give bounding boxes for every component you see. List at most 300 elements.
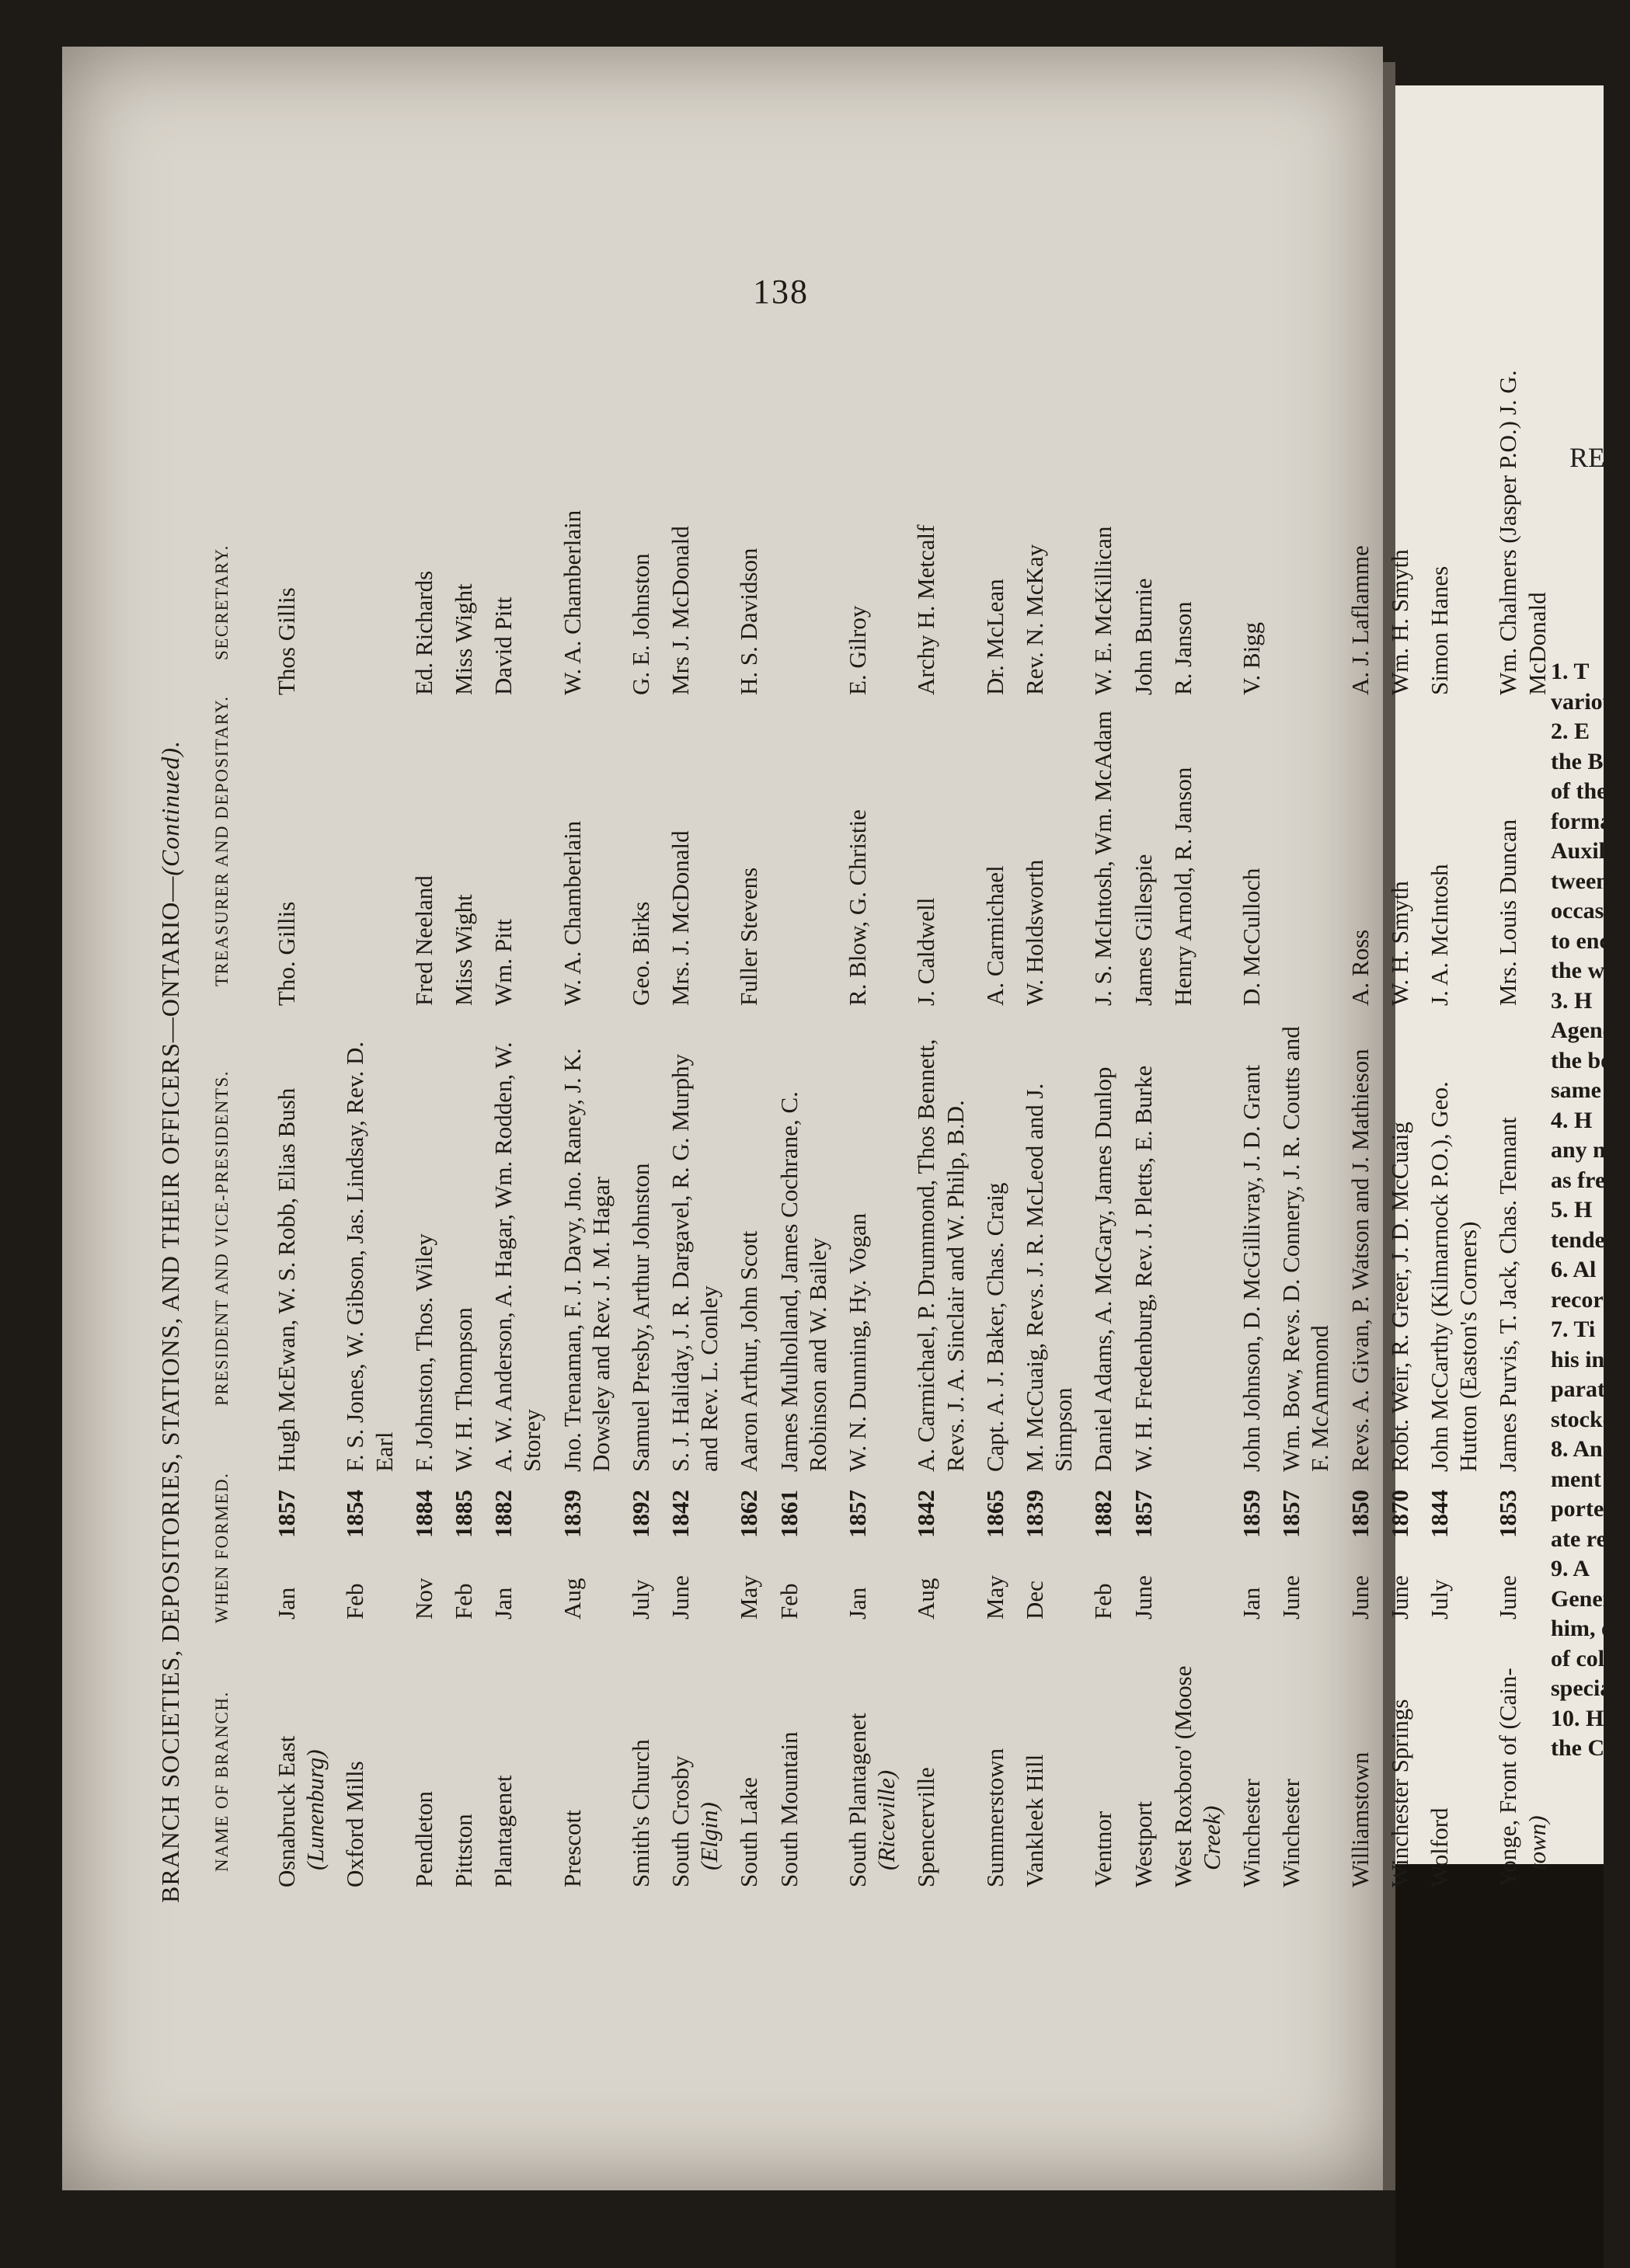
president-cell bbox=[449, 1006, 478, 1472]
treasurer-cell-text: D. McCulloch bbox=[1238, 868, 1266, 1006]
branch-name bbox=[1385, 1619, 1414, 1903]
formed-month-text: June bbox=[1129, 1575, 1157, 1619]
secretary-cell bbox=[409, 350, 438, 695]
branch-name bbox=[1346, 1619, 1374, 1903]
formed-month-text: June bbox=[667, 1575, 695, 1619]
treasurer-cell bbox=[409, 695, 438, 1006]
branch-name-text: Smith's Church bbox=[626, 1739, 654, 1887]
formed-month-text: Jan bbox=[489, 1587, 517, 1619]
formed-month bbox=[489, 1538, 517, 1619]
formed-month bbox=[911, 1538, 940, 1619]
treasurer-cell-text: Wm. Pitt bbox=[489, 919, 517, 1006]
formed-month-text: Feb bbox=[449, 1583, 477, 1619]
president-cell bbox=[734, 1006, 763, 1472]
right-page-line: the Con bbox=[1551, 1735, 1629, 1761]
formed-month-text: May bbox=[980, 1575, 1008, 1619]
treasurer-cell-text: Miss Wight bbox=[449, 894, 477, 1006]
table-row bbox=[340, 350, 398, 1903]
branch-name-text: Spencerville bbox=[912, 1767, 940, 1887]
table-row bbox=[626, 350, 655, 1903]
branch-name-sub: (Riceville) bbox=[872, 1769, 900, 1870]
branch-name bbox=[409, 1619, 438, 1903]
formed-year-text: 1882 bbox=[1089, 1490, 1117, 1538]
formed-year-text: 1861 bbox=[775, 1490, 803, 1538]
formed-year-text: 1842 bbox=[667, 1490, 695, 1538]
formed-month bbox=[340, 1538, 369, 1619]
table-row bbox=[1129, 350, 1158, 1903]
secretary-cell bbox=[272, 350, 301, 695]
treasurer-cell-text: Fred Neeland bbox=[409, 875, 437, 1006]
treasurer-cell-text: Henry Arnold, R. Janson bbox=[1169, 767, 1196, 1006]
secretary-cell-text: David Pitt bbox=[489, 597, 517, 695]
secretary-cell bbox=[626, 350, 655, 695]
treasurer-cell bbox=[911, 695, 940, 1006]
formed-year bbox=[489, 1472, 517, 1538]
president-cell bbox=[775, 1006, 832, 1472]
secretary-cell bbox=[734, 350, 763, 695]
president-cell-text: Aaron Arthur, John Scott bbox=[735, 1230, 763, 1472]
table-row bbox=[1169, 350, 1226, 1903]
right-page-line: the wo bbox=[1551, 958, 1617, 983]
right-page-line: Genera bbox=[1551, 1585, 1625, 1612]
formed-month bbox=[1237, 1538, 1266, 1619]
branch-name bbox=[1493, 1619, 1551, 1903]
treasurer-cell bbox=[1129, 695, 1158, 1006]
right-page-line: paratio bbox=[1551, 1376, 1624, 1402]
table-row bbox=[1020, 350, 1078, 1903]
right-page-line: 5. H bbox=[1551, 1197, 1593, 1223]
treasurer-cell-text: Tho. Gillis bbox=[273, 901, 300, 1006]
branch-name-text: Winchester bbox=[1277, 1779, 1305, 1887]
secretary-cell bbox=[980, 350, 1009, 695]
formed-year bbox=[775, 1472, 803, 1538]
right-page-line: special bbox=[1551, 1675, 1618, 1701]
right-page-line: ate rec bbox=[1551, 1525, 1618, 1552]
formed-year bbox=[980, 1472, 1009, 1538]
president-cell-text: F. S. Jones, W. Gibson, Jas. Lindsay, Rev. D. Earl bbox=[341, 1041, 398, 1472]
page-number: 138 bbox=[753, 273, 809, 311]
president-cell-text: James Mulholland, James Cochrane, C. Robinson and W. Bailey bbox=[775, 1091, 831, 1472]
formed-month-text: July bbox=[626, 1579, 654, 1619]
secretary-cell-text: Rev. N. McKay bbox=[1020, 544, 1048, 695]
branch-name-text: Vankleek Hill bbox=[1020, 1754, 1048, 1887]
right-page-line: 10. H bbox=[1551, 1705, 1604, 1731]
branch-name bbox=[775, 1619, 803, 1903]
branch-name bbox=[1276, 1619, 1305, 1903]
formed-year-text: 1870 bbox=[1385, 1490, 1413, 1538]
right-page-line: ment s bbox=[1551, 1466, 1617, 1492]
formed-year bbox=[1088, 1472, 1117, 1538]
treasurer-cell bbox=[1493, 695, 1522, 1006]
formed-year-text: 1865 bbox=[980, 1490, 1008, 1538]
formed-month bbox=[1020, 1538, 1049, 1619]
branch-name-text: Wolford bbox=[1426, 1807, 1453, 1887]
formed-month-text: Aug bbox=[912, 1578, 940, 1619]
president-cell bbox=[272, 1006, 301, 1472]
president-cell-text: S. J. Haliday, J. R. Dargavel, R. G. Murphy and Rev. L. Conley bbox=[667, 1053, 723, 1472]
secretary-cell-text: W. E. McKillican bbox=[1089, 526, 1117, 695]
formed-month bbox=[449, 1538, 478, 1619]
secretary-cell bbox=[1129, 350, 1158, 695]
formed-year bbox=[558, 1472, 587, 1538]
table-title-text: BRANCH SOCIETIES, DEPOSITORIES, STATIONS, AND THEIR OFFICERS—ONTARIO— bbox=[156, 875, 184, 1903]
treasurer-cell-text: Fuller Stevens bbox=[735, 867, 763, 1006]
secretary-cell-text: John Burnie bbox=[1129, 578, 1157, 695]
president-cell-text: John McCarthy (Kilmarnock P.O.), Geo. Hutton (Easton's Corners) bbox=[1426, 1081, 1482, 1472]
branch-name-text: South Plantagenet bbox=[844, 1713, 871, 1887]
formed-year-text: 1882 bbox=[489, 1490, 517, 1538]
secretary-cell-text: R. Janson bbox=[1169, 601, 1196, 695]
president-cell-text: M. McCuaig, Revs. J. R. McLeod and J. Simpson bbox=[1020, 1083, 1078, 1472]
table-row bbox=[1493, 350, 1551, 1903]
treasurer-cell bbox=[843, 695, 872, 1006]
table-row bbox=[843, 350, 900, 1903]
column-header-secretary: SECRETARY. bbox=[212, 544, 232, 660]
right-page-line: of the bbox=[1551, 778, 1607, 804]
branch-name-text: Plantagenet bbox=[489, 1775, 517, 1887]
branch-name-text: South Crosby bbox=[667, 1755, 695, 1887]
president-cell bbox=[843, 1006, 872, 1472]
secretary-cell bbox=[1385, 350, 1414, 695]
table-row bbox=[1425, 350, 1482, 1903]
formed-year-text: 1842 bbox=[912, 1490, 940, 1538]
treasurer-cell-text: W. Holdsworth bbox=[1020, 859, 1048, 1006]
formed-month bbox=[775, 1538, 803, 1619]
formed-month-text: Feb bbox=[341, 1583, 369, 1619]
branch-name bbox=[626, 1619, 655, 1903]
right-page-line: 6. Al bbox=[1551, 1257, 1597, 1282]
president-cell bbox=[1088, 1006, 1117, 1472]
formed-month-text: Nov bbox=[409, 1578, 437, 1619]
treasurer-cell bbox=[1346, 695, 1374, 1006]
president-cell-text: A. W. Anderson, A. Hagar, Wm. Rodden, W. Storey bbox=[489, 1042, 546, 1472]
formed-month-text: June bbox=[1494, 1575, 1522, 1619]
formed-month bbox=[1276, 1538, 1305, 1619]
formed-year-text: 1857 bbox=[1129, 1490, 1157, 1538]
branch-name-text: South Lake bbox=[735, 1776, 763, 1887]
secretary-cell bbox=[449, 350, 478, 695]
right-page-line: Auxil bbox=[1551, 838, 1606, 864]
branch-name bbox=[1088, 1619, 1117, 1903]
branch-name-text: Pendleton bbox=[409, 1791, 437, 1887]
table-row bbox=[1237, 350, 1266, 1903]
table-title bbox=[155, 350, 202, 1903]
column-header-name: NAME OF BRANCH. bbox=[212, 1691, 232, 1872]
column-header-formed: WHEN FORMED. bbox=[212, 1472, 232, 1623]
formed-month bbox=[666, 1538, 695, 1619]
formed-month-text: July bbox=[1426, 1579, 1453, 1619]
table-row bbox=[1385, 350, 1414, 1903]
secretary-cell-text: Wm. Chalmers (Jasper P.O.) J. G. McDonald bbox=[1494, 370, 1551, 695]
president-cell-text: Hugh McEwan, W. S. Robb, Elias Bush bbox=[273, 1087, 300, 1472]
treasurer-cell bbox=[1169, 695, 1197, 1006]
right-page-line: forma bbox=[1551, 808, 1612, 834]
president-cell bbox=[1493, 1006, 1522, 1472]
formed-year bbox=[340, 1472, 369, 1538]
treasurer-cell bbox=[1020, 695, 1049, 1006]
formed-year bbox=[272, 1472, 301, 1538]
formed-year-text: 1885 bbox=[449, 1490, 477, 1538]
formed-month-text: June bbox=[1385, 1575, 1413, 1619]
president-cell-text: Capt. A. J. Baker, Chas. Craig bbox=[980, 1182, 1008, 1472]
formed-year-text: 1850 bbox=[1346, 1490, 1374, 1538]
branch-name-text: Westport bbox=[1129, 1800, 1157, 1887]
formed-year-text: 1853 bbox=[1494, 1490, 1522, 1538]
formed-month bbox=[1425, 1538, 1454, 1619]
secretary-cell-text: Ed. Richards bbox=[409, 570, 437, 695]
table-row bbox=[666, 350, 723, 1903]
treasurer-cell bbox=[558, 695, 587, 1006]
treasurer-cell bbox=[449, 695, 478, 1006]
branch-name-text: West Roxboro' (Moose bbox=[1169, 1665, 1196, 1887]
formed-month-text: Jan bbox=[273, 1587, 300, 1619]
president-cell-text: W. N. Dunning, Hy. Vogan bbox=[844, 1212, 871, 1472]
right-page-line: tween bbox=[1551, 868, 1609, 894]
branch-name-text: Ventnor bbox=[1089, 1811, 1117, 1887]
formed-year-text: 1839 bbox=[1020, 1490, 1048, 1538]
right-page-line: Agenc bbox=[1551, 1017, 1613, 1043]
secretary-cell-text: W. A. Chamberlain bbox=[558, 510, 586, 695]
president-cell bbox=[489, 1006, 546, 1472]
formed-month-text: Jan bbox=[1238, 1587, 1266, 1619]
formed-year bbox=[409, 1472, 438, 1538]
right-page-line: same bbox=[1551, 1077, 1601, 1103]
formed-year bbox=[734, 1472, 763, 1538]
right-page-line: as free bbox=[1551, 1167, 1616, 1193]
right-page-line: variou bbox=[1551, 688, 1616, 715]
formed-month bbox=[843, 1538, 872, 1619]
formed-year-text: 1857 bbox=[273, 1490, 300, 1538]
president-cell bbox=[1129, 1006, 1158, 1472]
formed-year bbox=[1346, 1472, 1374, 1538]
branch-table bbox=[155, 350, 1551, 1903]
table-row bbox=[409, 350, 438, 1903]
president-cell-text: W. H. Thompson bbox=[449, 1307, 477, 1472]
formed-year bbox=[843, 1472, 872, 1538]
treasurer-cell bbox=[666, 695, 695, 1006]
formed-year bbox=[1425, 1472, 1454, 1538]
president-cell-text: Samuel Presby, Arthur Johnston bbox=[626, 1163, 654, 1472]
secretary-cell-text: Wm. H. Smyth bbox=[1385, 549, 1413, 695]
formed-month bbox=[1129, 1538, 1158, 1619]
table-row bbox=[911, 350, 969, 1903]
formed-month bbox=[734, 1538, 763, 1619]
right-page-line: occasi bbox=[1551, 898, 1611, 924]
formed-month-text: May bbox=[735, 1575, 763, 1619]
president-cell-text: James Purvis, T. Jack, Chas. Tennant bbox=[1494, 1117, 1522, 1472]
branch-name-sub: (Lunenburg) bbox=[301, 1749, 329, 1870]
table-row bbox=[1088, 350, 1117, 1903]
formed-month-text: Dec bbox=[1020, 1581, 1048, 1619]
treasurer-cell-text: W. H. Smyth bbox=[1385, 881, 1413, 1006]
formed-year bbox=[1493, 1472, 1522, 1538]
secretary-cell bbox=[1237, 350, 1266, 695]
president-cell bbox=[980, 1006, 1009, 1472]
table-row bbox=[1346, 350, 1374, 1903]
branch-name-text: Pittston bbox=[449, 1814, 477, 1887]
secretary-cell-text: H. S. Davidson bbox=[735, 548, 763, 695]
right-page-line: record bbox=[1551, 1286, 1617, 1313]
formed-year bbox=[911, 1472, 940, 1538]
right-page-line: him, of bbox=[1551, 1616, 1621, 1641]
president-cell bbox=[666, 1006, 723, 1472]
branch-name bbox=[911, 1619, 940, 1903]
treasurer-cell-text: James Gillespie bbox=[1129, 854, 1157, 1006]
right-page-line: the B bbox=[1551, 748, 1604, 774]
table-row bbox=[449, 350, 478, 1903]
president-cell-text: F. Johnston, Thos. Wiley bbox=[409, 1233, 437, 1472]
secretary-cell-text: Thos Gillis bbox=[273, 587, 300, 695]
branch-name bbox=[340, 1619, 369, 1903]
formed-month-text: Jan bbox=[844, 1587, 871, 1619]
president-cell bbox=[558, 1006, 615, 1472]
formed-year-text: 1844 bbox=[1426, 1490, 1453, 1538]
branch-name bbox=[1020, 1619, 1049, 1903]
table-rows bbox=[272, 350, 1562, 1903]
branch-name bbox=[558, 1619, 587, 1903]
right-page-line: to enc bbox=[1551, 927, 1610, 954]
formed-year bbox=[1129, 1472, 1158, 1538]
president-cell-text: Robt. Weir, R. Greer, J. D. McCuaig bbox=[1385, 1122, 1413, 1472]
formed-year bbox=[666, 1472, 695, 1538]
treasurer-cell bbox=[1385, 695, 1414, 1006]
formed-year-text: 1857 bbox=[844, 1490, 871, 1538]
right-page-line: 3. H bbox=[1551, 987, 1593, 1014]
secretary-cell bbox=[666, 350, 695, 695]
branch-name-text: Winchester Springs bbox=[1385, 1699, 1413, 1887]
formed-year-text: 1854 bbox=[341, 1490, 369, 1538]
branch-name-text: Williamstown bbox=[1346, 1751, 1374, 1887]
treasurer-cell-text: Geo. Birks bbox=[626, 901, 654, 1006]
branch-name-sub: town) bbox=[1523, 1815, 1551, 1870]
branch-name-text: Osnabruck East bbox=[273, 1735, 300, 1887]
formed-month bbox=[1385, 1538, 1414, 1619]
secretary-cell-text: A. J. Laflamme bbox=[1346, 545, 1374, 695]
president-cell bbox=[340, 1006, 398, 1472]
president-cell-text: W. H. Fredenburg, Rev. J. Pletts, E. Burke bbox=[1129, 1065, 1157, 1472]
president-cell bbox=[409, 1006, 438, 1472]
right-page-line: ported bbox=[1551, 1496, 1617, 1522]
formed-year bbox=[1276, 1472, 1305, 1538]
formed-month-text: June bbox=[1277, 1575, 1305, 1619]
formed-month bbox=[558, 1538, 587, 1619]
right-page-line: 8. An bbox=[1551, 1436, 1603, 1462]
treasurer-cell bbox=[980, 695, 1009, 1006]
table-row bbox=[775, 350, 832, 1903]
formed-month bbox=[980, 1538, 1009, 1619]
formed-month-text: Feb bbox=[1089, 1583, 1117, 1619]
secretary-cell bbox=[1493, 350, 1551, 695]
table-row bbox=[734, 350, 763, 1903]
president-cell-text: Revs. A. Givan, P. Watson and J. Mathieson bbox=[1346, 1049, 1374, 1472]
president-cell bbox=[1276, 1006, 1334, 1472]
branch-name bbox=[1237, 1619, 1266, 1903]
branch-name bbox=[980, 1619, 1009, 1903]
formed-year-text: 1857 bbox=[1277, 1490, 1305, 1538]
right-page-line: 7. Ti bbox=[1551, 1317, 1596, 1342]
formed-year-text: 1892 bbox=[626, 1490, 654, 1538]
formed-year bbox=[1020, 1472, 1049, 1538]
table-row bbox=[980, 350, 1009, 1903]
branch-name bbox=[734, 1619, 763, 1903]
formed-month bbox=[272, 1538, 301, 1619]
right-page-line: the bo bbox=[1551, 1047, 1613, 1073]
formed-month bbox=[1493, 1538, 1522, 1619]
treasurer-cell-text: W. A. Chamberlain bbox=[558, 820, 586, 1006]
right-page-line: his int bbox=[1551, 1346, 1613, 1372]
president-cell-text: Wm. Bow, Revs. D. Connery, J. R. Coutts and F. McAmmond bbox=[1277, 1026, 1334, 1472]
secretary-cell bbox=[1169, 350, 1197, 695]
branch-name-text: Prescott bbox=[558, 1810, 586, 1887]
secretary-cell bbox=[1346, 350, 1374, 695]
secretary-cell bbox=[1020, 350, 1049, 695]
treasurer-cell bbox=[734, 695, 763, 1006]
treasurer-cell-text: R. Blow, G. Christie bbox=[844, 809, 871, 1006]
treasurer-cell bbox=[489, 695, 517, 1006]
branch-name-text: Summerstown bbox=[980, 1748, 1008, 1887]
right-page-line: 2. E bbox=[1551, 718, 1590, 744]
treasurer-cell bbox=[626, 695, 655, 1006]
secretary-cell bbox=[843, 350, 872, 695]
right-page-line: any m bbox=[1551, 1137, 1613, 1163]
column-header-president: PRESIDENT AND VICE-PRESIDENTS. bbox=[212, 1070, 232, 1406]
formed-year-text: 1862 bbox=[735, 1490, 763, 1538]
branch-name bbox=[666, 1619, 723, 1903]
branch-name bbox=[489, 1619, 517, 1903]
formed-year-text: 1839 bbox=[558, 1490, 586, 1538]
branch-name-sub: (Elgin) bbox=[695, 1802, 723, 1870]
formed-month bbox=[409, 1538, 438, 1619]
secretary-cell bbox=[489, 350, 517, 695]
branch-name-text: South Mountain bbox=[775, 1731, 803, 1887]
secretary-cell-text: Dr. McLean bbox=[980, 579, 1008, 695]
president-cell bbox=[911, 1006, 969, 1472]
table-row bbox=[489, 350, 546, 1903]
secretary-cell bbox=[1088, 350, 1117, 695]
treasurer-cell-text: J. S. McIntosh, Wm. McAdam bbox=[1089, 710, 1117, 1006]
branch-name-text: Yonge, Front of (Cain- bbox=[1494, 1668, 1522, 1887]
table-title-continued: (Continued). bbox=[156, 740, 184, 876]
treasurer-cell bbox=[1088, 695, 1117, 1006]
secretary-cell bbox=[558, 350, 587, 695]
formed-month bbox=[626, 1538, 655, 1619]
formed-year bbox=[626, 1472, 655, 1538]
secretary-cell-text: Miss Wight bbox=[449, 583, 477, 695]
branch-name bbox=[1425, 1619, 1454, 1903]
right-page-line: 4. H bbox=[1551, 1107, 1593, 1133]
formed-month bbox=[1088, 1538, 1117, 1619]
treasurer-cell bbox=[272, 695, 301, 1006]
formed-year bbox=[1385, 1472, 1414, 1538]
table-row bbox=[558, 350, 615, 1903]
formed-year bbox=[1237, 1472, 1266, 1538]
secretary-cell bbox=[911, 350, 940, 695]
treasurer-cell-text: A. Carmichael bbox=[980, 865, 1008, 1006]
treasurer-cell bbox=[1425, 695, 1454, 1006]
treasurer-cell bbox=[1237, 695, 1266, 1006]
branch-name bbox=[1169, 1619, 1226, 1903]
right-page-line: 1. T bbox=[1551, 659, 1590, 684]
right-page-line: 9. A bbox=[1551, 1556, 1590, 1581]
secretary-cell-text: E. Gilroy bbox=[844, 605, 871, 695]
table-row bbox=[1276, 350, 1334, 1903]
formed-month bbox=[1346, 1538, 1374, 1619]
right-page-line: stock-ta bbox=[1551, 1406, 1630, 1432]
formed-year-text: 1884 bbox=[409, 1490, 437, 1538]
secretary-cell-text: Simon Hanes bbox=[1426, 565, 1453, 695]
president-cell bbox=[1385, 1006, 1414, 1472]
formed-year-text: 1859 bbox=[1238, 1490, 1266, 1538]
